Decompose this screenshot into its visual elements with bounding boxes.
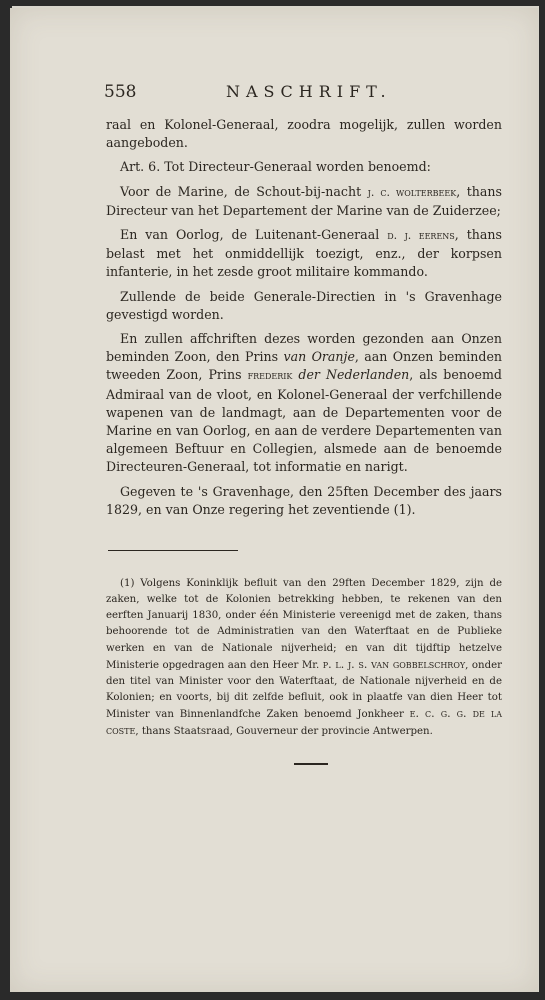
footnote-separator — [108, 550, 238, 551]
paragraph — [106, 288, 502, 324]
text-run: Zullende de beide Generale-Directien in 's Gravenhage gevestigd worden. — [106, 288, 502, 322]
page-number: 558 — [104, 82, 137, 102]
footnote — [106, 576, 502, 740]
end-ornament-rule — [294, 763, 328, 765]
text-run: , thans Staatsraad, Gouverneur der provincie Antwerpen. — [135, 726, 433, 738]
paragraph — [106, 183, 502, 220]
italic-text: van Oranje — [283, 349, 355, 365]
small-caps-name: j. c. wolterbeek — [367, 185, 457, 199]
scan-border-bottom — [0, 992, 545, 1000]
text-run: En zullen affchriften dezes worden gezonden aan Onzen beminden Zoon, den Prins — [106, 331, 502, 365]
text-run: , als benoemd Admiraal van de vloot, en Kolonel-Generaal der verfchillende wapenen van de landmagt, aan de Departementen voor de Marine en van Oorlog, en aan de verdere Departementen van algemeen Beftuur en Collegien, alsmede aan de benoemde Directeuren-Generaal, tot informatie en narigt. — [106, 367, 502, 475]
small-caps-name: frederik — [247, 369, 293, 383]
small-caps-name: p. l. j. s. van gobbelschroy — [322, 657, 466, 671]
page-header — [104, 82, 504, 104]
small-caps-name: e. c. g. g. de la coste — [106, 706, 502, 738]
text-run: raal en Kolonel-Generaal, zoodra mogelijk, zullen worden aangeboden. — [106, 117, 502, 151]
text-run: , onder den titel van Minister voor den Waterftaat, de Nationale nijverheid en de Kolonien; en voorts, bij dit zelfde befluit, ook in plaatfe van dien Heer tot Minister van Binnenlandfche Zaken benoemd Jonkheer — [106, 659, 503, 720]
paragraph — [106, 116, 502, 152]
text-run: Gegeven te 's Gravenhage, den 25ften December des jaars 1829, en van Onze regering het zeventiende (1). — [106, 483, 502, 517]
small-caps-name: d. j. eerens — [387, 229, 455, 243]
text-run: , thans Directeur van het Departement der Marine van de Zuiderzee; — [106, 183, 502, 218]
paragraph — [106, 330, 502, 477]
text-run: Voor de Marine, de Schout-bij-nacht — [120, 183, 368, 199]
scan-border-top — [0, 0, 545, 6]
text-run: , thans belast met het onmiddellijk toezigt, enz., der korpsen infanterie, in het zesde groot militaire kommando. — [106, 227, 502, 280]
paragraph — [106, 226, 502, 282]
text-run: Art. 6. Tot Directeur-Generaal worden benoemd: — [120, 159, 431, 175]
running-title: NASCHRIFT. — [226, 82, 392, 101]
text-run: En van Oorlog, de Luitenant-Generaal — [120, 227, 388, 243]
scan-border-right — [539, 0, 545, 1000]
text-run: , aan Onzen beminden tweeden Zoon, Prins — [106, 349, 503, 383]
italic-text: der Nederlanden — [298, 367, 410, 383]
body-text — [106, 116, 502, 525]
text-run: (1) Volgens Koninklijk befluit van den 29ften December 1829, zijn de zaken, welke tot de Kolonien betrekking hebben, te rekenen van den eerften Januarij 1830, onder één Ministerie vereenigd met de zaken, thans behoorende tot de Administratien van den Waterftaat en de Publieke werken en van de Nationale nijverheid; en van dit tijdftip hetzelve Ministerie opgedragen aan den Heer Mr. — [106, 578, 502, 671]
paragraph — [106, 158, 502, 176]
paragraph — [106, 483, 502, 519]
